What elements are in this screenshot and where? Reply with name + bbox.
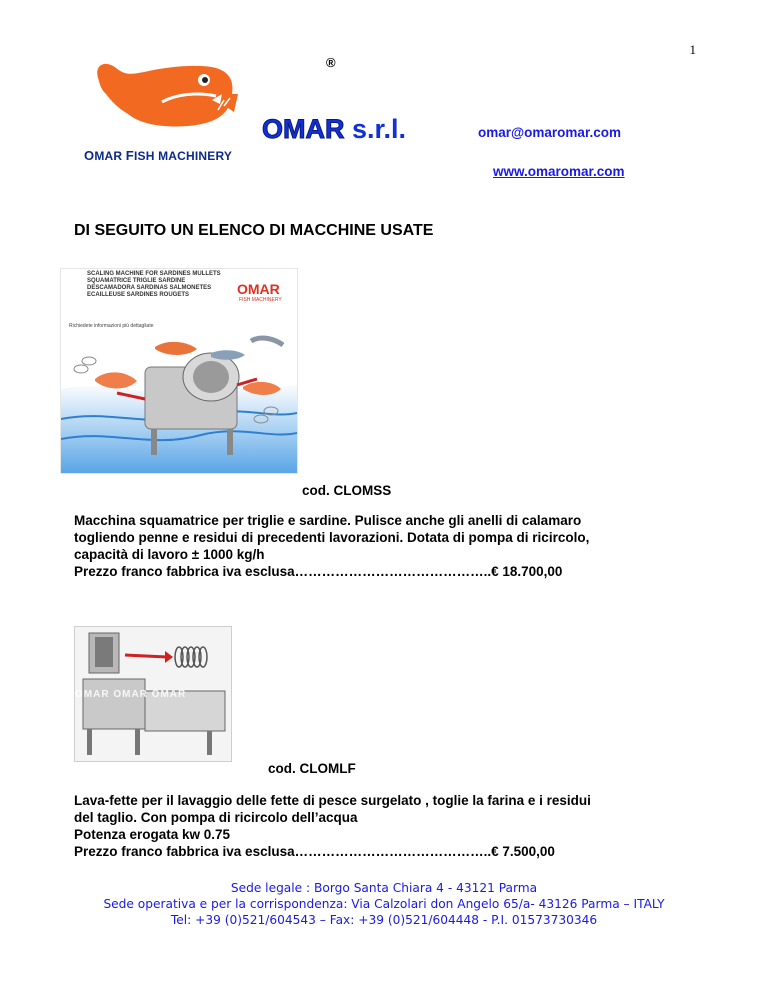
company-brand: OMAR xyxy=(262,114,345,144)
product-description-clomss: Macchina squamatrice per triglie e sardine. Pulisce anche gli anelli di calamaro togliendo penne e residui di precedenti lavorazioni. Dotata di pompa di ricircolo, capacità di lavoro ± 1000 kg/h Prezzo franco fabbrica iva esclusa……………………………………..€ 18.700,00 xyxy=(74,512,694,580)
product-image-slice-washer xyxy=(74,626,232,762)
product-code-clomlf: cod. CLOMLF xyxy=(268,761,356,776)
price-clomss: Prezzo franco fabbrica iva esclusa……………………………………..€ 18.700,00 xyxy=(74,564,563,579)
product-description-clomlf: Lava-fette per il lavaggio delle fette di pesce surgelato , toglie la farina e i residui del taglio. Con pompa di ricircolo dell’acqua Potenza erogata kw 0.75 Prezzo franco fabbrica iva esclusa……………………………………..€ 7.500,00 xyxy=(74,792,694,860)
email-link[interactable]: omar@omaromar.com xyxy=(478,125,621,140)
website-link[interactable]: www.omaromar.com xyxy=(493,164,625,179)
image-watermark: OMAR OMAR OMAR xyxy=(75,689,187,700)
logo-tagline: OMAR FISH MACHINERY xyxy=(84,148,233,163)
footer xyxy=(0,880,768,928)
footer-contacts: Tel: +39 (0)521/604543 – Fax: +39 (0)521/604448 - P.I. 01573730346 xyxy=(170,913,598,927)
fish-logo-icon xyxy=(92,58,242,130)
brochure-note: Richiedete informazioni più dettagliate xyxy=(69,323,154,329)
registered-mark: ® xyxy=(326,55,336,70)
brochure-logo-sub: FISH MACHINERY xyxy=(239,297,282,303)
brochure-languages: SCALING MACHINE FOR SARDINES MULLETS SQUAMATRICE TRIGLIE SARDINE DESCAMADORA SARDINAS SALMONETES ECAILLEUSE SARDINES ROUGETS xyxy=(87,271,221,298)
brochure-logo: OMAR xyxy=(237,281,280,297)
page-heading: DI SEGUITO UN ELENCO DI MACCHINE USATE xyxy=(74,222,434,239)
product-code-clomss: cod. CLOMSS xyxy=(302,483,392,498)
page-number: 1 xyxy=(689,42,696,57)
company-suffix: s.r.l. xyxy=(344,114,407,144)
price-clomlf: Prezzo franco fabbrica iva esclusa……………………………………..€ 7.500,00 xyxy=(74,844,555,859)
footer-operating-address: Sede operativa e per la corrispondenza: Via Calzolari don Angelo 65/a- 43126 Parma – ITALY xyxy=(103,897,665,911)
company-name xyxy=(262,114,406,145)
product-image-scaling-machine xyxy=(60,268,298,474)
footer-legal-address: Sede legale : Borgo Santa Chiara 4 - 43121 Parma xyxy=(230,881,538,895)
